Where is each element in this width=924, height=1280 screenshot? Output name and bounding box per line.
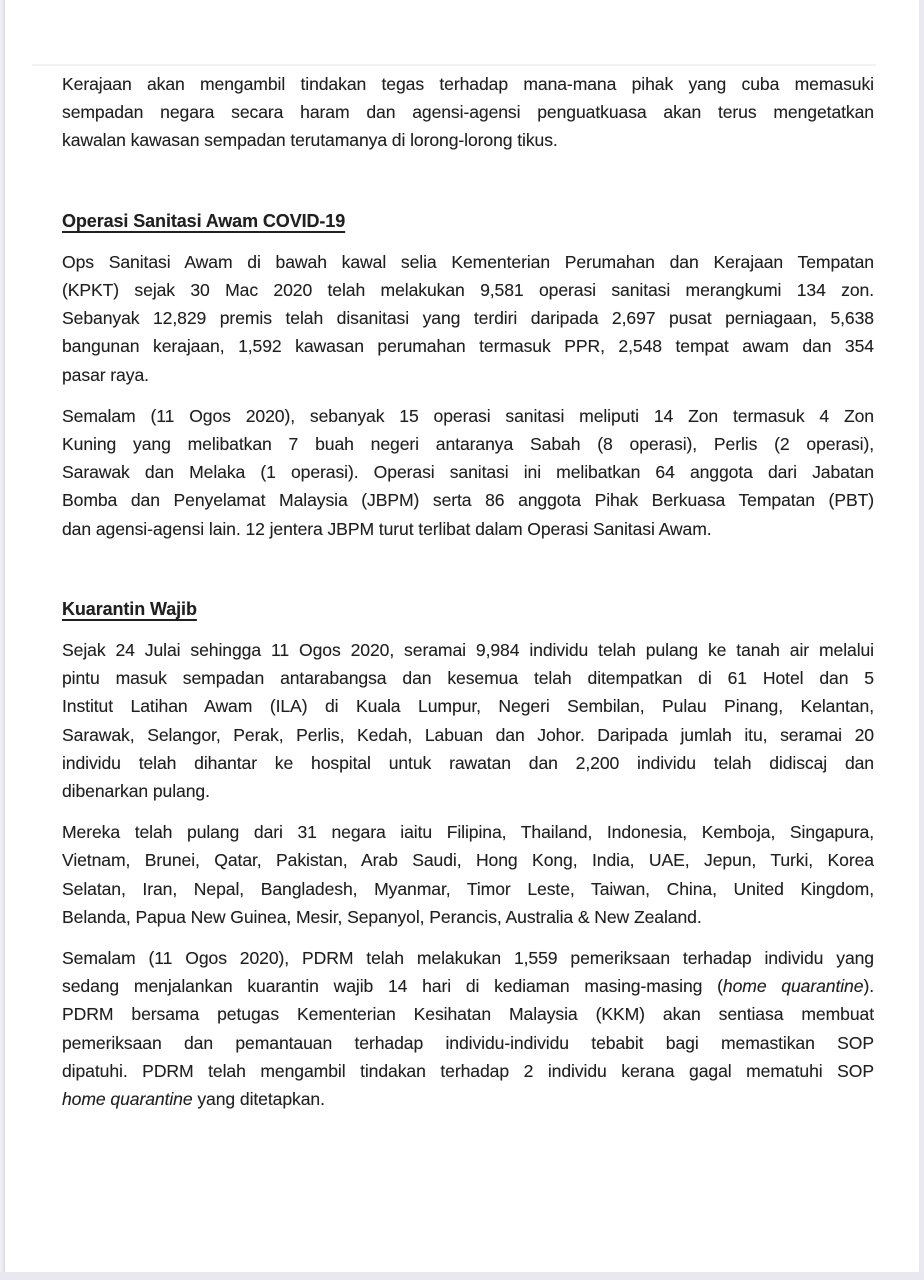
text-line: kawalan kawasan sempadan terutamanya di lorong-lorong tikus.: [62, 130, 558, 151]
page-edge-bottom: [0, 1272, 924, 1280]
text-line: dipatuhi. PDRM telah mengambil tindakan terhadap 2 individu kerana gagal mematuhi SOP: [62, 1060, 874, 1081]
text-line: individu telah dihantar ke hospital untuk rawatan dan 2,200 individu telah didiscaj dan: [62, 752, 874, 773]
paragraph: [62, 818, 874, 931]
text-line: (KPKT) sejak 30 Mac 2020 telah melakukan 9,581 operasi sanitasi merangkumi 134 zon.: [62, 280, 874, 301]
paragraph: [62, 402, 874, 543]
paragraph: [62, 944, 874, 1113]
text-line: Sarawak, Selangor, Perak, Perlis, Kedah, Labuan dan Johor. Daripada jumlah itu, seramai 20: [62, 724, 874, 745]
text-line: Sarawak dan Melaka (1 operasi). Operasi sanitasi ini melibatkan 64 anggota dari Jabatan: [62, 462, 874, 483]
text-line: PDRM bersama petugas Kementerian Kesihatan Malaysia (KKM) akan sentiasa membuat: [62, 1004, 874, 1025]
text-line: pemeriksaan dan pemantauan terhadap individu-individu tebabit bagi memastikan SOP: [62, 1032, 874, 1053]
section-heading: Operasi Sanitasi Awam COVID-19: [62, 210, 346, 231]
text-line: Kerajaan akan mengambil tindakan tegas terhadap mana-mana pihak yang cuba memasuki: [62, 74, 874, 94]
text-line: Bomba dan Penyelamat Malaysia (JBPM) serta 86 anggota Pihak Berkuasa Tempatan (PBT): [62, 490, 874, 511]
text-line: bangunan kerajaan, 1,592 kawasan perumahan termasuk PPR, 2,548 tempat awam dan 354: [62, 336, 874, 357]
text-line: Mereka telah pulang dari 31 negara iaitu Filipina, Thailand, Indonesia, Kemboja, Singapura,: [62, 822, 874, 843]
text-line: pasar raya.: [62, 364, 149, 385]
page-edge-left: [0, 0, 5, 1280]
text-line: Kuning yang melibatkan 7 buah negeri antaranya Sabah (8 operasi), Perlis (2 operasi),: [62, 434, 874, 455]
text-line: Selatan, Iran, Nepal, Bangladesh, Myanmar, Timor Leste, Taiwan, China, United Kingdom,: [62, 878, 874, 899]
text-line: dan agensi-agensi lain. 12 jentera JBPM turut terlibat dalam Operasi Sanitasi Awam.: [62, 518, 712, 539]
text-line: Ops Sanitasi Awam di bawah kawal selia Kementerian Perumahan dan Kerajaan Tempatan: [62, 251, 874, 272]
text-line: Semalam (11 Ogos 2020), PDRM telah melakukan 1,559 pemeriksaan terhadap individu yang: [62, 948, 874, 969]
text-line: Vietnam, Brunei, Qatar, Pakistan, Arab Saudi, Hong Kong, India, UAE, Jepun, Turki, Korea: [62, 850, 874, 871]
text-line: Sejak 24 Julai sehingga 11 Ogos 2020, seramai 9,984 individu telah pulang ke tanah air melalui: [62, 640, 874, 661]
paragraph: [62, 636, 874, 805]
text-line: Institut Latihan Awam (ILA) di Kuala Lumpur, Negeri Sembilan, Pulau Pinang, Kelantan,: [62, 696, 874, 717]
document-body: [62, 70, 874, 1126]
paragraph: [62, 70, 874, 155]
page-edge-right: [919, 0, 924, 1280]
section-heading: Kuarantin Wajib: [62, 598, 197, 619]
text-line: dibenarkan pulang.: [62, 781, 210, 802]
scan-artifact-line: [32, 64, 876, 66]
text-line: Sebanyak 12,829 premis telah disanitasi yang terdiri daripada 2,697 pusat perniagaan, 5,638: [62, 308, 874, 329]
text-line: Belanda, Papua New Guinea, Mesir, Sepanyol, Perancis, Australia & New Zealand.: [62, 906, 702, 927]
paragraph: [62, 248, 874, 389]
text-line: sedang menjalankan kuarantin wajib 14 hari di kediaman masing-masing (home quarantine).: [62, 976, 874, 997]
text-line: sempadan negara secara haram dan agensi-agensi penguatkuasa akan terus mengetatkan: [62, 102, 874, 123]
text-line: Semalam (11 Ogos 2020), sebanyak 15 operasi sanitasi meliputi 14 Zon termasuk 4 Zon: [62, 405, 874, 426]
text-line: home quarantine yang ditetapkan.: [62, 1089, 325, 1110]
text-line: pintu masuk sempadan antarabangsa dan kesemua telah ditempatkan di 61 Hotel dan 5: [62, 668, 874, 689]
